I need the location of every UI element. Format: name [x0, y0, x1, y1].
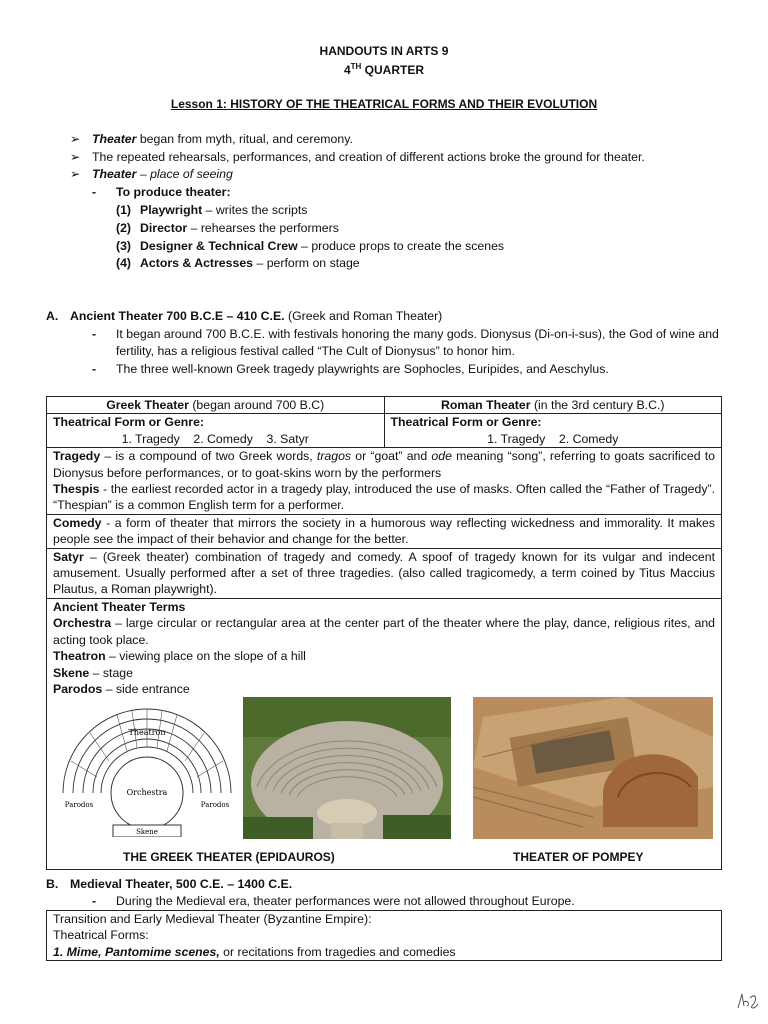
role-item [116, 239, 504, 253]
role-name: Actors & Actresses [140, 256, 254, 270]
skene-text: – stage [89, 665, 133, 680]
arrow-bullet-icon: ➢ [70, 167, 81, 181]
parodos-term: Parodos [53, 681, 103, 696]
role-number: (3) [116, 239, 132, 253]
diagram-label-parodos-left: Parodos [64, 801, 94, 810]
theater-table [46, 396, 722, 870]
medieval-box-cell [47, 911, 722, 961]
greek-header-text: (began around 700 B.C) [188, 398, 325, 412]
quarter-sup: TH [350, 62, 362, 71]
section-title: Ancient Theater 700 B.C.E – 410 C.E. [70, 309, 285, 323]
roman-header-text: (in the 3rd century B.C.) [530, 398, 665, 412]
diagram-label-orchestra: Orchestra [126, 788, 168, 798]
role-desc: – rehearses the performers [187, 221, 339, 235]
satyr-cell [47, 548, 722, 598]
section-a-paragraph-2: - The three well-known Greek tragedy playwrights are Sophocles, Euripides, and Aeschylus. [92, 361, 727, 378]
signature-mark [734, 988, 762, 1014]
role-number: (2) [116, 221, 132, 235]
skene-term: Skene [53, 665, 90, 680]
quarter-number: 4 [343, 63, 351, 77]
form-label: Theatrical Form or Genre: [53, 415, 205, 430]
section-subtitle: (Greek and Roman Theater) [284, 309, 443, 323]
greek-header-bold: Greek Theater [106, 398, 189, 412]
diagram-label-skene: Skene [136, 828, 158, 837]
bullet-1-bold: Theater [92, 132, 137, 146]
role-name: Playwright [140, 203, 203, 217]
greek-theater-diagram [57, 697, 237, 837]
role-number: (1) [116, 203, 132, 217]
figure-row [53, 701, 715, 865]
bullet-1-text: began from myth, ritual, and ceremony. [136, 132, 353, 146]
lesson-title: Lesson 1: HISTORY OF THE THEATRICAL FORMS AND THEIR EVOLUTION [170, 97, 598, 111]
role-number: (4) [116, 256, 132, 270]
role-item [116, 256, 360, 270]
theatron-term: Theatron [53, 649, 106, 664]
role-item [116, 203, 307, 217]
epidauros-photo [243, 697, 451, 839]
roman-forms: 1. Tragedy 2. Comedy [487, 431, 619, 446]
tragedy-cell [47, 448, 722, 515]
theatron-text: – viewing place on the slope of a hill [105, 649, 306, 664]
paragraph-text: The three well-known Greek tragedy playwrights are Sophocles, Euripides, and Aeschylus. [116, 362, 609, 376]
bullet-3-bold: Theater [92, 167, 137, 181]
role-name: Designer & Technical Crew [140, 239, 298, 253]
bullet-2-text: The repeated rehearsals, performances, and creation of different actions broke the ground for theater. [92, 150, 645, 164]
tragedy-text: – is a compound of two Greek words, [100, 449, 317, 464]
tragedy-term: Tragedy [53, 449, 101, 464]
section-letter: A. [46, 309, 59, 323]
table-row [47, 598, 722, 869]
role-item [116, 221, 339, 235]
bullet-3-text: – place of seeing [136, 167, 233, 181]
orchestra-text: – large circular or rectangular area at the center part of the theater where the play, dance, religious rites, and acting took place. [53, 616, 715, 647]
greek-forms: 1. Tragedy 2. Comedy 3. Satyr [121, 431, 309, 446]
medieval-box-line-1: Transition and Early Medieval Theater (Byzantine Empire): [53, 912, 372, 926]
roman-header-cell [384, 397, 722, 414]
pompey-photo [473, 697, 713, 839]
paragraph-text: It began around 700 B.C.E. with festivals honoring the many gods. Dionysus (Di-on-i-sus), the God of wine and fertility, has a religious festival called “The Cult of Dionysus” to honor him. [116, 327, 719, 358]
greek-header-cell [47, 397, 385, 414]
roman-forms-cell [384, 414, 722, 448]
table-row [47, 514, 722, 548]
mime-term: 1. Mime, Pantomime scenes, [53, 944, 220, 959]
tragedy-word-tragos: tragos [316, 449, 352, 464]
comedy-cell [47, 514, 722, 548]
section-b-heading [46, 877, 292, 891]
comedy-text: - a form of theater that mirrors the society in a humorous way reflecting wickedness and immorality. It makes people see the impact of their behavior and change for the better. [53, 515, 715, 547]
section-title: Medieval Theater, 500 C.E. – 1400 C.E. [70, 877, 293, 891]
diagram-label-parodos-right: Parodos [200, 801, 230, 810]
terms-cell [47, 598, 722, 869]
tragedy-word-ode: ode [431, 449, 452, 464]
caption-greek-theater: THE GREEK THEATER (EPIDAUROS) [123, 850, 335, 865]
terms-heading: Ancient Theater Terms [53, 599, 186, 614]
medieval-box-line-3 [53, 944, 715, 960]
role-desc: – produce props to create the scenes [297, 239, 505, 253]
table-row [47, 911, 722, 961]
medieval-box [46, 910, 722, 961]
form-label: Theatrical Form or Genre: [390, 415, 542, 430]
role-name: Director [140, 221, 188, 235]
tragedy-text: or “goat” and [351, 449, 432, 464]
mime-text: or recitations from tragedies and comedies [219, 944, 456, 959]
handout-title: HANDOUTS IN ARTS 9 [319, 44, 449, 58]
table-row [47, 548, 722, 598]
greek-forms-cell [47, 414, 385, 448]
table-row [47, 414, 722, 448]
comedy-term: Comedy [53, 515, 102, 530]
produce-heading [92, 185, 231, 199]
roman-header-bold: Roman Theater [441, 398, 531, 412]
thespis-term: Thespis [53, 482, 100, 497]
intro-bullet-3 [70, 167, 233, 181]
satyr-text: – (Greek theater) combination of tragedy and comedy. A spoof of tragedy known for its vulgar and indecent amusement. Usually performed after a set of three tragedies. (also called tragicomedy, a term coined by Titus Maccius Plautus, a Roman playwright). [53, 549, 715, 597]
section-letter: B. [46, 877, 59, 891]
quarter-word: QUARTER [364, 63, 425, 77]
produce-text: To produce theater: [116, 185, 231, 199]
arrow-bullet-icon: ➢ [70, 132, 81, 146]
dash-marker: - [92, 185, 97, 199]
table-row [47, 397, 722, 414]
paragraph-text: During the Medieval era, theater performances were not allowed throughout Europe. [116, 894, 575, 908]
section-a-heading [46, 309, 442, 323]
tragedy-text: meaning “song”, referring to goats sacrificed to Dionysus before performances, or to goat-skins worn by the performers [53, 449, 715, 480]
arrow-bullet-icon: ➢ [70, 150, 81, 164]
thespis-text: - the earliest recorded actor in a tragedy play, introduced the use of masks. Often called the “Father of Tragedy”. “Thespian” is a common English term for a performer. [53, 482, 715, 513]
table-row [47, 448, 722, 515]
diagram-label-theatron: Theatron [128, 728, 166, 738]
satyr-term: Satyr [53, 549, 84, 564]
quarter-title [0, 62, 768, 77]
role-desc: – perform on stage [253, 256, 360, 270]
intro-bullet-2 [70, 150, 645, 164]
medieval-box-line-2: Theatrical Forms: [53, 928, 149, 943]
intro-bullet-1 [70, 132, 353, 146]
parodos-text: – side entrance [102, 681, 190, 696]
section-b-paragraph-1: - During the Medieval era, theater performances were not allowed throughout Europe. [92, 893, 727, 910]
caption-pompey: THEATER OF POMPEY [513, 850, 644, 865]
role-desc: – writes the scripts [202, 203, 308, 217]
section-a-paragraph-1: - It began around 700 B.C.E. with festivals honoring the many gods. Dionysus (Di-on-i-sus), the God of wine and fertility, has a religious festival called “The Cult of Dionysus” to honor him. [92, 326, 727, 360]
orchestra-term: Orchestra [53, 616, 112, 631]
